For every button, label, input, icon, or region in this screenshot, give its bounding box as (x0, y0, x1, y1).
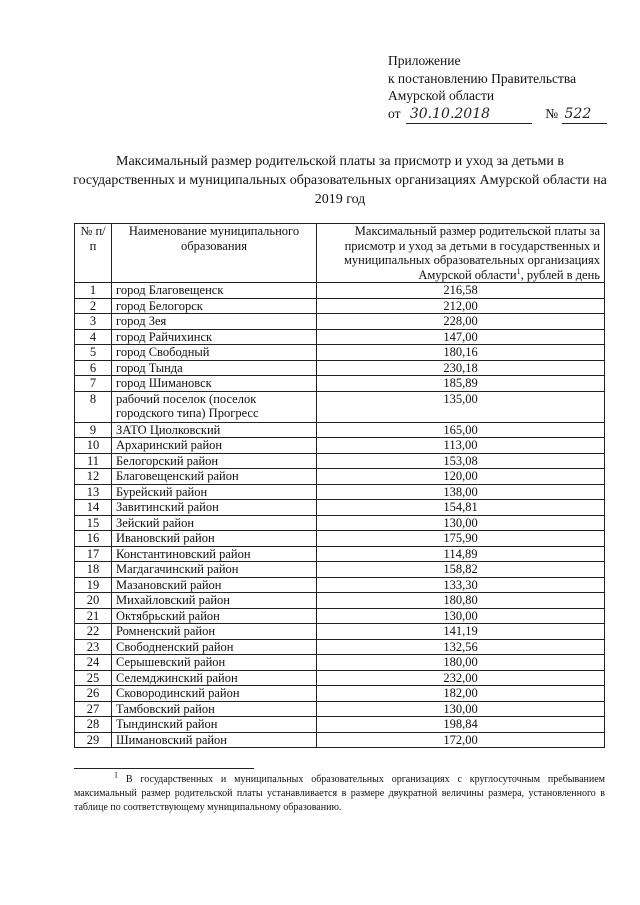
row-max-fee: 147,00 (317, 329, 605, 345)
footnote-ref: 1 (516, 266, 521, 276)
row-municipality: Селемджинский район (112, 670, 317, 686)
row-number: 8 (75, 391, 112, 422)
row-number: 2 (75, 298, 112, 314)
row-municipality: Ивановский район (112, 531, 317, 547)
row-max-fee: 185,89 (317, 376, 605, 392)
row-number: 28 (75, 717, 112, 733)
row-number: 16 (75, 531, 112, 547)
row-municipality: Белогорский район (112, 453, 317, 469)
row-number: 13 (75, 484, 112, 500)
row-max-fee: 175,90 (317, 531, 605, 547)
header-number: № п/п (75, 224, 112, 283)
footnote (74, 770, 606, 815)
table-row (75, 283, 605, 299)
row-max-fee: 132,56 (317, 639, 605, 655)
table-row (75, 732, 605, 748)
row-municipality: Октябрьский район (112, 608, 317, 624)
row-municipality: Серышевский район (112, 655, 317, 671)
row-municipality: Константиновский район (112, 546, 317, 562)
row-municipality: Зейский район (112, 515, 317, 531)
fee-table (74, 223, 605, 748)
footnote-divider (74, 768, 254, 769)
row-municipality: город Шимановск (112, 376, 317, 392)
header-max-fee-unit: , рублей в день (520, 267, 600, 282)
row-number: 19 (75, 577, 112, 593)
row-municipality: город Белогорск (112, 298, 317, 314)
table-row (75, 515, 605, 531)
row-max-fee: 180,16 (317, 345, 605, 361)
row-max-fee: 130,00 (317, 701, 605, 717)
row-number: 17 (75, 546, 112, 562)
table-row (75, 608, 605, 624)
row-number: 18 (75, 562, 112, 578)
table-row (75, 298, 605, 314)
row-max-fee: 212,00 (317, 298, 605, 314)
appendix-region-line: Амурской области (388, 88, 495, 103)
row-number: 11 (75, 453, 112, 469)
row-max-fee: 232,00 (317, 670, 605, 686)
row-number: 22 (75, 624, 112, 640)
row-number: 20 (75, 593, 112, 609)
row-number: 14 (75, 500, 112, 516)
table-row (75, 562, 605, 578)
header-max-fee (317, 224, 605, 283)
row-municipality: Сковородинский район (112, 686, 317, 702)
row-municipality: Архаринский район (112, 438, 317, 454)
row-number: 4 (75, 329, 112, 345)
row-number: 25 (75, 670, 112, 686)
row-max-fee: 154,81 (317, 500, 605, 516)
table-row (75, 701, 605, 717)
table-row (75, 329, 605, 345)
row-municipality: город Тында (112, 360, 317, 376)
table-row (75, 624, 605, 640)
row-municipality: Завитинский район (112, 500, 317, 516)
row-number: 3 (75, 314, 112, 330)
row-max-fee: 180,80 (317, 593, 605, 609)
row-number: 12 (75, 469, 112, 485)
row-municipality: Мазановский район (112, 577, 317, 593)
row-max-fee: 113,00 (317, 438, 605, 454)
row-max-fee: 130,00 (317, 515, 605, 531)
row-municipality: ЗАТО Циолковский (112, 422, 317, 438)
row-max-fee: 130,00 (317, 608, 605, 624)
number-label: № (545, 105, 559, 121)
table-row (75, 717, 605, 733)
table-row (75, 345, 605, 361)
row-max-fee: 158,82 (317, 562, 605, 578)
row-max-fee: 138,00 (317, 484, 605, 500)
row-municipality: рабочий поселок (поселок городского типа) Прогресс (112, 391, 317, 422)
appendix-title: Приложение (388, 53, 461, 68)
row-max-fee: 141,19 (317, 624, 605, 640)
table-row (75, 484, 605, 500)
row-municipality: Магдагачинский район (112, 562, 317, 578)
row-number: 7 (75, 376, 112, 392)
row-max-fee: 198,84 (317, 717, 605, 733)
decree-number: 522 (562, 106, 607, 125)
row-max-fee: 216,58 (317, 283, 605, 299)
row-number: 29 (75, 732, 112, 748)
row-max-fee: 172,00 (317, 732, 605, 748)
header-max-fee-text: Максимальный размер родительской платы за присмотр и уход за детьми в государственных и муниципальных образовательных организациях Амурской области (344, 224, 600, 282)
row-municipality: город Благовещенск (112, 283, 317, 299)
row-number: 24 (75, 655, 112, 671)
row-number: 5 (75, 345, 112, 361)
row-max-fee: 180,00 (317, 655, 605, 671)
row-municipality: Свободненский район (112, 639, 317, 655)
row-max-fee: 114,89 (317, 546, 605, 562)
row-number: 23 (75, 639, 112, 655)
table-row (75, 438, 605, 454)
table-row (75, 686, 605, 702)
row-max-fee: 165,00 (317, 422, 605, 438)
table-row (75, 391, 605, 422)
table-header-row (75, 224, 605, 283)
row-max-fee: 135,00 (317, 391, 605, 422)
row-number: 27 (75, 701, 112, 717)
row-municipality: город Райчихинск (112, 329, 317, 345)
footnote-text: В государственных и муниципальных образовательных организациях с круглосуточным пребыванием максимальный размер родительской платы устанавливается в размере двукратной величины размера, установленного в таблице по соответствующему муниципальному образованию. (74, 774, 606, 813)
table-row (75, 593, 605, 609)
table-row (75, 670, 605, 686)
from-label: от (388, 105, 401, 121)
row-municipality: Ромненский район (112, 624, 317, 640)
decree-date: 30.10.2018 (406, 106, 532, 125)
row-municipality: Михайловский район (112, 593, 317, 609)
row-number: 1 (75, 283, 112, 299)
table-row (75, 639, 605, 655)
row-number: 21 (75, 608, 112, 624)
row-municipality: город Свободный (112, 345, 317, 361)
row-number: 15 (75, 515, 112, 531)
table-row (75, 469, 605, 485)
table-row (75, 546, 605, 562)
row-max-fee: 120,00 (317, 469, 605, 485)
row-number: 6 (75, 360, 112, 376)
row-municipality: Благовещенский район (112, 469, 317, 485)
row-max-fee: 230,18 (317, 360, 605, 376)
table-row (75, 655, 605, 671)
row-number: 10 (75, 438, 112, 454)
table-row (75, 376, 605, 392)
table-row (75, 577, 605, 593)
table-row (75, 360, 605, 376)
row-max-fee: 133,30 (317, 577, 605, 593)
row-municipality: Тамбовский район (112, 701, 317, 717)
row-municipality: Бурейский район (112, 484, 317, 500)
row-municipality: Шимановский район (112, 732, 317, 748)
table-row (75, 531, 605, 547)
document-title: Максимальный размер родительской платы за присмотр и уход за детьми в государственных и муниципальных образовательных организациях Амурской области на 2019 год (73, 154, 607, 207)
table-row (75, 422, 605, 438)
appendix-header (388, 52, 607, 124)
appendix-decree-line: к постановлению Правительства (388, 70, 577, 86)
row-max-fee: 228,00 (317, 314, 605, 330)
row-municipality: Тындинский район (112, 717, 317, 733)
appendix-date-line (388, 105, 607, 125)
footnote-marker: 1 (114, 770, 118, 780)
header-municipality: Наименование муниципального образования (112, 224, 317, 283)
row-number: 9 (75, 422, 112, 438)
row-municipality: город Зея (112, 314, 317, 330)
row-max-fee: 182,00 (317, 686, 605, 702)
row-max-fee: 153,08 (317, 453, 605, 469)
table-row (75, 453, 605, 469)
table-row (75, 314, 605, 330)
row-number: 26 (75, 686, 112, 702)
table-row (75, 500, 605, 516)
